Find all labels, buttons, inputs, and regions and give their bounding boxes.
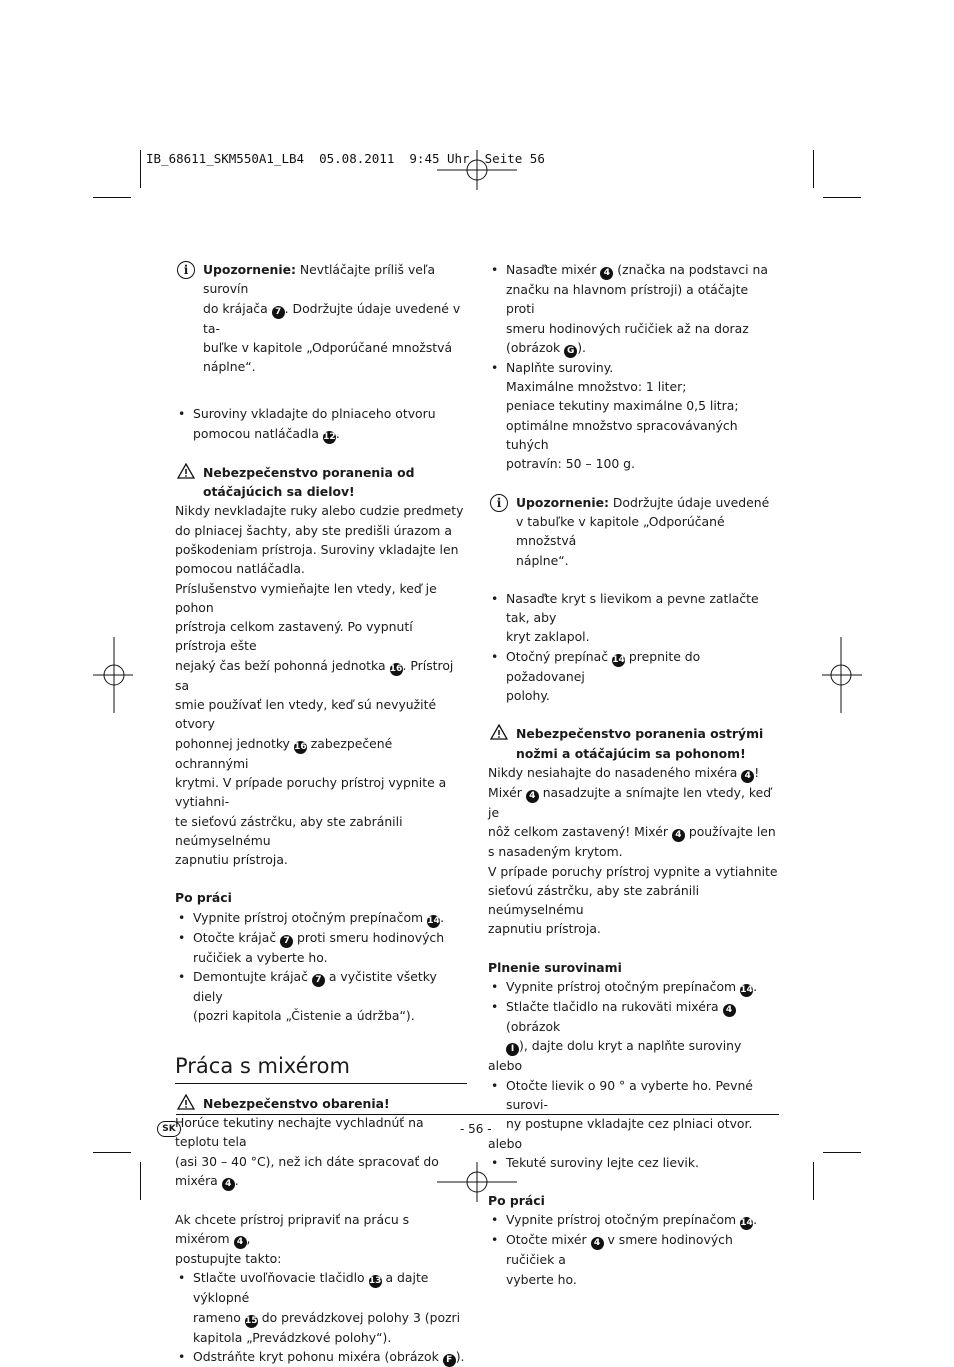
paragraph-line: V prípade poruchy prístroj vypnite a vytiahnite (488, 863, 778, 879)
number-badge: 4 (723, 1004, 736, 1017)
paragraph-line: Horúce tekutiny nechajte vychladnúť na teplotu tela (175, 1114, 424, 1150)
list-item: • Odstráňte kryt pohonu mixéra (obrázok F ). (175, 1347, 467, 1367)
number-badge: 4 (526, 790, 539, 803)
alebo-text: alebo (488, 1058, 523, 1074)
paragraph-line: Mixér 4 nasadzujte a snímajte len vtedy, keď je (488, 784, 772, 820)
list-item: • Naplňte suroviny. Maximálne množstvo: 1 liter; peniace tekutiny maximálne 0,5 litra; optimálne množstvo spracovávaných tuhých potravín: 50 – 100 g. (488, 358, 780, 474)
footer-rule (176, 1114, 779, 1115)
paragraph-line: zapnutiu prístroja. (175, 852, 288, 868)
paragraph-line: Nikdy nesiahajte do nasadeného mixéra 4 ! (488, 764, 760, 781)
warning-icon (177, 463, 195, 479)
registration-mark-right (822, 637, 862, 713)
page-number: - 56 - (460, 1122, 492, 1136)
paragraph-line: krytmi. V prípade poruchy prístroj vypnite a vytiahni- (175, 774, 447, 810)
number-badge: 14 (612, 654, 625, 665)
section-heading: Práca s mixérom (175, 1052, 467, 1084)
info-icon: i (490, 494, 508, 512)
number-badge: 7 (280, 935, 293, 948)
list-item: • Vypnite prístroj otočným prepínačom 14. (488, 977, 780, 997)
paragraph-line: Príslušenstvo vymieňajte len vtedy, keď je pohon (175, 580, 437, 615)
warning-heading: Nebezpečenstvo obarenia! (175, 1094, 467, 1113)
figure-badge: G (564, 345, 577, 358)
paragraph-line: (asi 30 – 40 °C), než ich dáte spracovať do mixéra 4 . (175, 1153, 439, 1189)
warning-heading: Nebezpečenstvo poranenia ostrými nožmi a otáčajúcim sa pohonom! (488, 724, 780, 763)
number-badge: 12 (323, 431, 336, 442)
right-column (488, 260, 780, 1289)
paragraph-line: postupujte takto: (175, 1251, 282, 1267)
warning-icon (177, 1094, 195, 1110)
note-upozornenie: i Upozornenie: Dodržujte údaje uvedené v tabuľke v kapitole „Odporúčané množstvá náplne“. (488, 493, 780, 570)
paragraph-line: nôž celkom zastavený! Mixér 4 používajte len (488, 824, 776, 841)
list-item: • Nasaďte mixér 4 (značka na podstavci na značku na hlavnom prístroji) a otáčajte proti smeru hodinových ručičiek až na doraz (obrázok G ). (488, 260, 780, 358)
warning-heading: Nebezpečenstvo poranenia od otáčajúcich sa dielov! (175, 463, 467, 502)
number-badge: 14 (740, 1218, 753, 1229)
paragraph-line: s nasadeným krytom. (488, 844, 623, 860)
subheading-po-praci: Po práci (175, 890, 232, 906)
list-item: • Demontujte krájač 7 a vyčistite všetky diely (pozri kapitola „Čistenie a údržba“). (175, 967, 467, 1026)
number-badge: 4 (222, 1178, 235, 1191)
registration-mark-top (437, 148, 517, 190)
paragraph-line: zapnutiu prístroja. (488, 921, 601, 937)
left-column (175, 260, 467, 1367)
paragraph-line: sieťovú zástrčku, aby ste zabránili neúmyselnému (488, 882, 700, 918)
number-badge: 7 (312, 974, 325, 987)
list-item: • Otočte lievik o 90 ° a vyberte ho. Pevné surovi- ny postupne vkladajte cez plniaci otvor. (488, 1076, 780, 1134)
list-item: • Vypnite prístroj otočným prepínačom 14. (175, 908, 467, 928)
number-badge: 14 (740, 985, 753, 996)
number-badge: 4 (600, 267, 613, 280)
list-item: • Nasaďte kryt s lievikom a pevne zatlačte tak, aby kryt zaklapol. (488, 589, 780, 647)
paragraph-line: poškodeniam prístroja. Suroviny vkladajte len (175, 541, 459, 557)
list-item: • Stlačte tlačidlo na rukoväti mixéra 4 (obrázok I ), dajte dolu kryt a naplňte suroviny (488, 997, 780, 1056)
number-badge: 16 (294, 741, 307, 752)
number-badge: 15 (245, 1315, 258, 1326)
number-badge: 16 (389, 663, 403, 674)
number-badge: 7 (272, 306, 285, 319)
list-item: • Otočte mixér 4 v smere hodinových ručičiek a vyberte ho. (488, 1230, 780, 1289)
number-badge: 4 (234, 1236, 247, 1249)
number-badge: 14 (427, 915, 440, 926)
note-upozornenie: i Upozornenie: Nevtláčajte príliš veľa surovín do krájača 7 . Dodržujte údaje uvedené v ta- buľke v kapitole „Odporúčané množstvá náplne“. (175, 260, 467, 376)
list-item: • Suroviny vkladajte do plniaceho otvoru pomocou natláčadla 12. (175, 404, 467, 443)
paragraph-line: pohonnej jednotky 16 zabezpečené ochrannými (175, 735, 393, 771)
alebo-text: alebo (488, 1135, 523, 1151)
language-badge: SK (157, 1121, 181, 1137)
paragraph-line: Nikdy nevkladajte ruky alebo cudzie predmety (175, 503, 464, 519)
list-item: • Otočte krájač 7 proti smeru hodinových ručičiek a vyberte ho. (175, 928, 467, 967)
info-icon: i (177, 261, 195, 279)
number-badge: 4 (591, 1237, 604, 1250)
list-item: • Vypnite prístroj otočným prepínačom 14. (488, 1210, 780, 1230)
paragraph-line: do plniacej šachty, aby ste predišli úrazom a (175, 522, 452, 538)
paragraph-line: Ak chcete prístroj pripraviť na prácu s mixérom 4 , (175, 1211, 410, 1248)
paragraph-line: pomocou natláčadla. (175, 561, 305, 577)
paragraph-line: te sieťovú zástrčku, aby ste zabránili neúmyselnému (175, 813, 403, 848)
paragraph-line: nejaký čas beží pohonná jednotka 16. Prístroj sa (175, 657, 454, 693)
paragraph-line: prístroja celkom zastavený. Po vypnutí prístroja ešte (175, 619, 413, 654)
number-badge: 4 (741, 770, 754, 783)
number-badge: 4 (672, 829, 685, 842)
subheading-plnenie: Plnenie surovinami (488, 959, 622, 975)
print-slug: IB_68611_SKM550A1_LB4 05.08.2011 9:45 Uhr Seite 56 (146, 151, 545, 166)
warning-icon (490, 724, 508, 740)
figure-badge: F (443, 1354, 456, 1367)
list-item: • Otočný prepínač 14 prepnite do požadovanej polohy. (488, 647, 780, 706)
list-item: • Stlačte uvoľňovacie tlačidlo 13 a dajte výklopné rameno 15 do prevádzkovej polohy 3 (pozri kapitola „Prevádzkové polohy“). (175, 1268, 467, 1347)
figure-badge: I (506, 1043, 519, 1056)
registration-mark-left (93, 637, 133, 713)
subheading-po-praci: Po práci (488, 1193, 545, 1209)
number-badge: 13 (368, 1276, 382, 1287)
list-item: • Tekuté suroviny lejte cez lievik. (488, 1153, 780, 1172)
paragraph-line: smie používať len vtedy, keď sú nevyužité otvory (175, 697, 437, 732)
